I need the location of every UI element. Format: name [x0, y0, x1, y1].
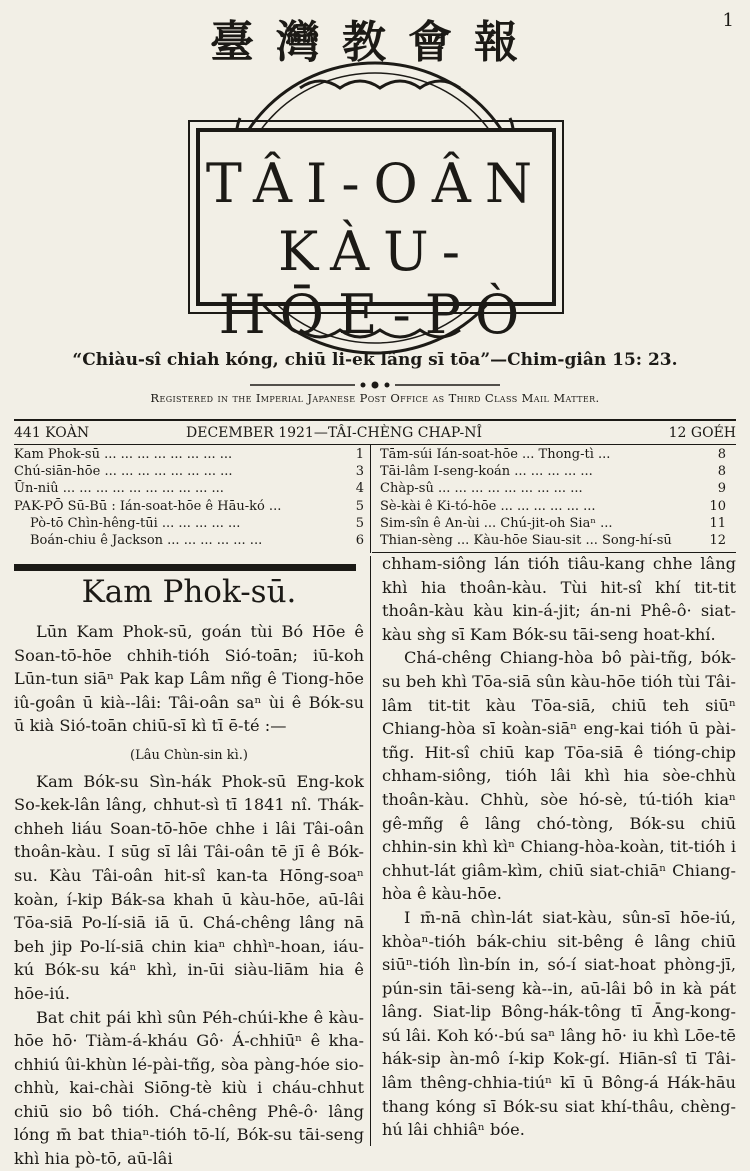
article-paragraph: chham-siông lán tióh tiâu-kang chhe lâng khì hia thoân-kàu. Tùi hit-sî khí tit-tit thoân-kàu kàu kin-á-jit; án-ni Phê-ô· siat-kàu sǹg sī Kam Bók-su tāi-seng hoat-khí. [382, 554, 736, 644]
toc-entry: Thian-sèng ... Kàu-hōe Siau-sit ... Song-hí-sū 12 [380, 532, 726, 548]
article-paragraph: I m̄-nā chìn-lát siat-kàu, sûn-sī hōe-iú, khòaⁿ-tióh bák-chiu sit-bêng ê lâng chiū siūⁿ-tióh lìn-bín in, só-í siat-hoat phòng-jī, pún-sin tāi-seng kà--in, aū-lâi bô in kà pát lâng. Siat-lip Bông-hák-tông tī Āng-kong-sú lâi. Koh kó·-bú saⁿ lâng hō· iu khì Lōe-tē hák-sip àn-mô í-kip Kok-gí. Hiān-sî tī Tâi-lâm thêng-chhia-tiúⁿ kī ū Bông-á Hák-hāu thang kóng sī Bók-su siat khí-thâu, chèng-hú lâi chhiâⁿ bóe. [382, 907, 736, 1140]
ornamental-rule [250, 378, 500, 392]
toc-entry: PAK-PŌ Sū-Bū : Ián-soat-hōe ê Hāu-kó ... 5 [14, 498, 364, 514]
masthead-title-line2: KÀU-HŌE-PÒ [218, 220, 534, 346]
column-divider [370, 556, 371, 1146]
masthead-title-box [196, 128, 556, 346]
dateline-rule [14, 444, 736, 445]
article-right-column [382, 552, 736, 1142]
article-paragraph: Bat chit pái khì sûn Péh-chúi-khe ê kàu-hōe hō· Tiàm-á-kháu Gô· Á-chhiūⁿ ê kha-chhiú ûi-khùn lé-pài-tñg, sòa pàng-hóe sio-chhù, kai-chài Siōng-tè kiù i cháu-chhut chiū sio bô tióh. Chá-chêng Phê-ô· lâng lóng m̄ bat thiaⁿ-tióh tō-lí, Bók-su tāi-seng khì hia pò-tō, aū-lâi [14, 1007, 364, 1169]
motto: “Chiàu-sî chiah kóng, chiū li-ek lâng sī tōa”—Chim-giân 15: 23. [72, 350, 678, 370]
toc-entry: Chàp-sû ... ... ... ... ... ... ... ... ... 9 [380, 481, 726, 497]
article-heading-bar [14, 564, 356, 571]
contents-divider [370, 445, 371, 553]
article-paragraph: Chá-chêng Chiang-hòa bô pài-tñg, bók-su beh khì Tōa-siā sûn kàu-hōe tióh tùi Tâi-lâm tit-tit kàu Tōa-siā, chiū teh siūⁿ Chiang-hòa sī koàn-siāⁿ eng-kai tióh ū pài-tñg. Hit-sî chiū kap Tōa-siā ê tióng-chip chham-siông, tióh lâi khì hia sòe-chhù thoân-kàu. Chhù, sòe hó-sè, tú-tióh kiaⁿ gê-mñg ê lâng chó-tòng, Bók-su chiū chhin-sin khì kìⁿ Chiang-hòa-koàn, tit-tióh i chhut-lát giâm-kìm, chiū siat-chiāⁿ Chiang-hòa ê kàu-hōe. [382, 648, 736, 904]
issue-month: 12 GOÉH [668, 425, 736, 441]
article-author: (Lâu Chùn-sin kì.) [130, 747, 248, 763]
issue-date: DECEMBER 1921—TÂI-CHÈNG CHAP-NÎ [186, 425, 483, 441]
toc-entry: Kam Phok-sū ... ... ... ... ... ... ... ... 1 [14, 447, 364, 462]
toc-entry: Tām-súi Ián-soat-hōe ... Thong-tì ... 8 [380, 447, 726, 462]
registered-notice: Registered in the Imperial Japanese Post Office as Third Class Mail Matter. [150, 391, 600, 405]
article-left-column [14, 620, 364, 1171]
page-number: 1 [722, 10, 734, 31]
masthead-title-line1: TÂI-OÂN [205, 152, 547, 215]
article-paragraph: Kam Bók-su Sìn-hák Phok-sū Eng-kok So-kek-lân lâng, chhut-sì tī 1841 nî. Thák-chheh liáu Soan-tō-hōe chhe i lâi Tâi-oân thoân-kàu. I sūg sī lâi Tâi-oân tē jī ê Bók-su. Kàu Tâi-oân hit-sî kan-ta Hōng-soaⁿ koàn, í-kip Bák-sa khah ū kàu-hōe, aū-lâi Tōa-siā Po-lí-siā iā ū. Chá-chêng lâng nā beh jip Po-lí-siā chin kiaⁿ chhìⁿ-hoan, iáu-kú Bók-su káⁿ khì, in-ūi siàu-liām hia ê hōe-iú. [14, 771, 364, 1003]
toc-entry: Sim-sîn ê An-ùi ... Chú-jit-oh Siaⁿ ... 11 [380, 515, 726, 531]
toc-entry: Chú-siān-hōe ... ... ... ... ... ... ... ... 3 [14, 464, 364, 480]
contents-right [380, 446, 726, 549]
toc-entry: Boán-chiu ê Jackson ... ... ... ... ... ... 6 [30, 532, 364, 548]
issue-number: 441 KOÀN [14, 425, 90, 441]
article-paragraph: Lūn Kam Phok-sū, goán tùi Bó Hōe ê Soan-tō-hōe chhih-tióh Sió-toān; iū-koh Lūn-tun siāⁿ Pak kap Lâm nñg ê Tiong-hōe iû-goân ū kià--lâi: Tâi-oân saⁿ ùi ê Bók-su ū kià Sió-toān chiū-sī kì tī ē-té :— [14, 622, 364, 736]
top-rule [14, 419, 736, 421]
toc-entry: Tāi-lâm I-seng-koán ... ... ... ... ... 8 [380, 464, 726, 480]
toc-entry: Ūn-niû ... ... ... ... ... ... ... ... ... ... 4 [14, 481, 364, 497]
toc-entry: Sè-kài ê Ki-tó-hōe ... ... ... ... ... ... 10 [380, 498, 726, 514]
toc-entry: Pò-tō Chìn-hêng-tūi ... ... ... ... ... 5 [30, 515, 364, 531]
article-title: Kam Phok-sū. [81, 574, 297, 610]
contents-left [14, 446, 364, 549]
masthead-cjk-title: 臺灣教會報 [210, 17, 540, 68]
